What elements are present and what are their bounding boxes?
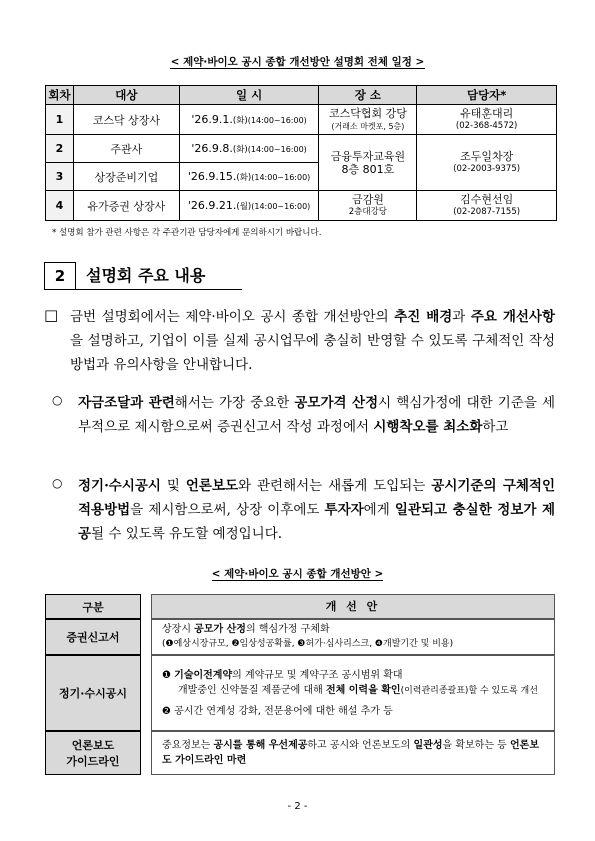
circle-bullet-icon: ○ [52, 476, 63, 490]
paragraph-funding: 자금조달과 관련해서는 가장 중요한 공모가격 산정시 핵심가정에 대한 기준을 세부적으로 제시함으로써 증권신고서 작성 과정에서 시행착오를 최소화하고 [78, 395, 555, 435]
plan-row [45, 731, 555, 775]
row-place: 금융투자교육원 8층 801호 [319, 135, 417, 191]
plan-row-label: 증권신고서 [45, 619, 141, 655]
row-datetime: '26.9.1.(화)(14:00~16:00) [179, 105, 319, 135]
header-datetime: 일 시 [179, 86, 319, 105]
row-target: 코스닥 상장사 [73, 105, 179, 135]
row-no: 2 [46, 135, 74, 163]
header-place: 장 소 [319, 86, 417, 105]
schedule-table [45, 85, 557, 221]
row-no: 4 [46, 191, 74, 221]
section-number: 2 [44, 262, 76, 290]
plan-title: < 제약·바이오 공시 종합 개선방안 > [211, 568, 384, 580]
plan-header-row [45, 594, 555, 619]
header-target: 대상 [73, 86, 179, 105]
plan-row-content: 중요정보는 공시를 통해 우선제공하고 공시와 언론보도의 일관성을 확보하는 등 언론보도 가이드라인 마련 [151, 731, 555, 775]
row-no: 3 [46, 163, 74, 191]
plan-header-category: 구분 [45, 594, 141, 619]
header-contact: 담당자* [417, 86, 557, 105]
row-datetime: '26.9.8.(화)(14:00~16:00) [179, 135, 319, 163]
plan-row-label: 정기·수시공시 [45, 655, 141, 731]
row-no: 1 [46, 105, 74, 135]
schedule-title: < 제약·바이오 공시 종합 개선방안 설명회 전체 일정 > [170, 56, 425, 68]
paragraph-disclosure: 정기·수시공시 및 언론보도와 관련해서는 새롭게 도입되는 공시기준의 구체적인 적용방법을 제시함으로써, 상장 이후에도 투자자에게 일관되고 충실한 정보가 제공될 수 있도록 유도할 예정입니다. [78, 478, 556, 542]
plan-row-label: 언론보도 가이드라인 [45, 731, 141, 775]
row-place: 금감원 2층대강당 [319, 191, 417, 221]
plan-table [45, 594, 555, 775]
paragraph-intro: 금번 설명회에서는 제약·바이오 공시 종합 개선방안의 추진 배경과 주요 개선사항을 설명하고, 기업이 이를 실제 공시업무에 충실히 반영할 수 있도록 구체적인 작성방법과 유의사항을 안내합니다. [70, 309, 555, 373]
section-underline [44, 289, 242, 290]
schedule-header-row [46, 86, 557, 105]
circle-bullet-icon: ○ [52, 393, 63, 407]
row-contact: 조두일차장 (02-2003-9375) [417, 135, 557, 191]
row-target: 유가증권 상장사 [73, 191, 179, 221]
row-contact: 유태훈대리 (02-368-4572) [417, 105, 557, 135]
plan-header-plan: 개 선 안 [151, 594, 555, 619]
table-row [46, 135, 557, 163]
row-target: 주관사 [73, 135, 179, 163]
plan-row [45, 655, 555, 731]
square-bullet-icon: □ [44, 306, 59, 324]
table-row [46, 105, 557, 135]
row-place: 코스닥협회 강당 (거래소 마켓포, 5층) [319, 105, 417, 135]
plan-row-content: ❶ 기술이전계약의 계약규모 및 계약구조 공시범위 확대 개발중인 신약물질 제품군에 대해 전체 이력을 확인(이력관리종괄표)할 수 있도록 개선 ❷ 공시간 연계성 강화, 전문용어에 대한 해설 추가 등 [151, 655, 555, 731]
row-datetime: '26.9.15.(화)(14:00~16:00) [179, 163, 319, 191]
header-no: 회차 [46, 86, 74, 105]
row-datetime: '26.9.21.(월)(14:00~16:00) [179, 191, 319, 221]
page-number: - 2 - [287, 801, 308, 812]
section-title: 설명회 주요 내용 [86, 266, 206, 285]
schedule-footnote: * 설명회 참가 관련 사항은 각 주관기관 담당자에게 문의하시기 바랍니다. [52, 228, 322, 238]
row-target: 상장준비기업 [73, 163, 179, 191]
row-contact: 김수현선임 (02-2087-7155) [417, 191, 557, 221]
table-row [46, 191, 557, 221]
plan-row [45, 619, 555, 655]
plan-row-content: 상장시 공모가 산정의 핵심가정 구체화 (❶예상시장규모, ❷임상성공확률, ❸허가·심사리스크, ❹개발기간 및 비용) [151, 619, 555, 655]
